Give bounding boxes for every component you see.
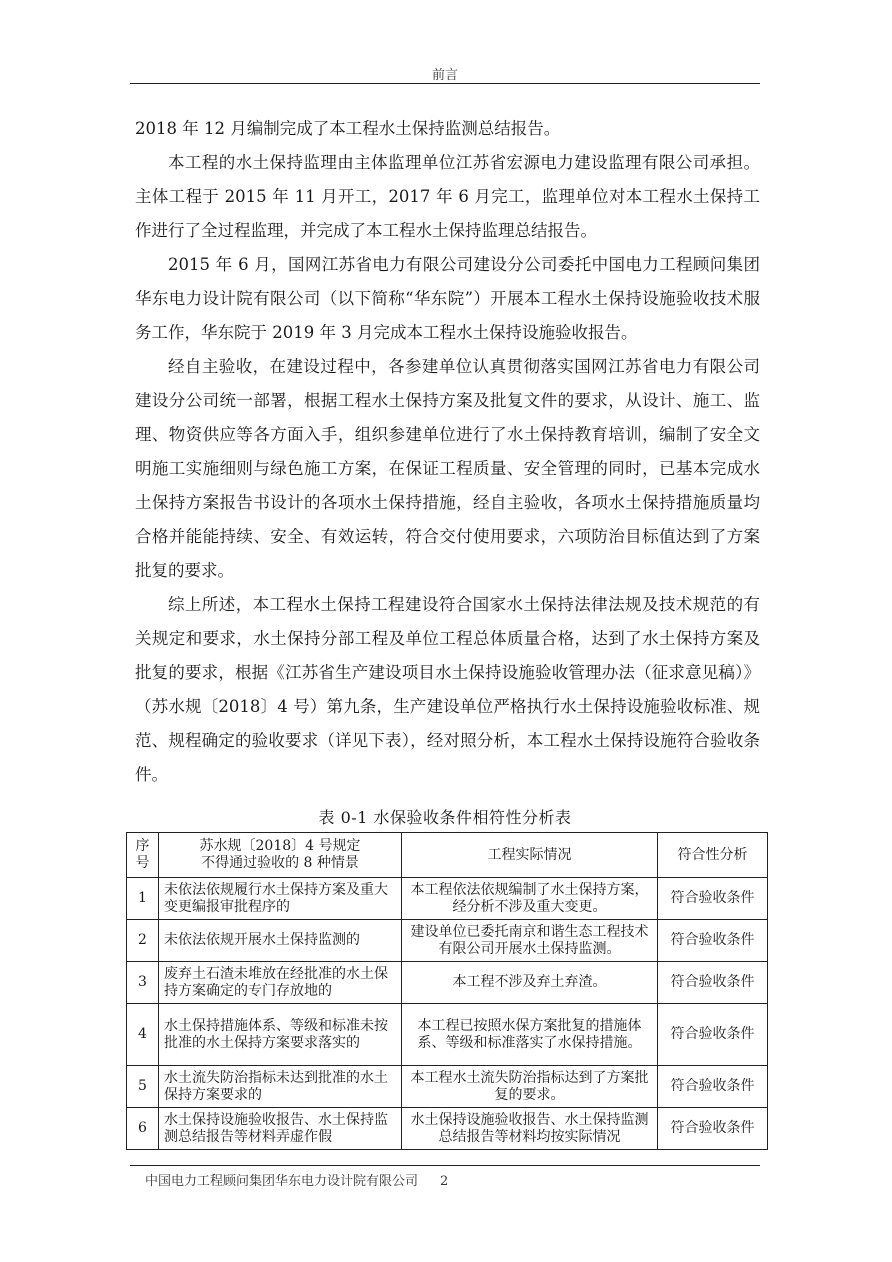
row-actual: 本工程水土流失防治指标达到了方案批复的要求。 — [402, 1066, 658, 1108]
row-analysis: 符合验收条件 — [658, 962, 768, 1004]
table-row — [127, 1108, 768, 1150]
row-condition: 水土流失防治指标未达到批准的水土保持方案要求的 — [159, 1066, 402, 1108]
row-index: 4 — [127, 1004, 159, 1066]
paragraph: 本工程的水土保持监理由主体监理单位江苏省宏源电力建设监理有限公司承担。主体工程于 2015 年 11 月开工，2017 年 6 月完工，监理单位对本工程水土保持工作进行了全过程监理，并完成了本工程水土保持监理总结报告。 — [135, 153, 760, 240]
table-row — [127, 1004, 768, 1066]
paragraph: 2018 年 12 月编制完成了本工程水土保持监测总结报告。 — [135, 119, 561, 138]
row-actual: 本工程已按照水保方案批复的措施体系、等级和标准落实了水保持措施。 — [402, 1004, 658, 1066]
page-footer — [145, 1170, 448, 1189]
row-analysis: 符合验收条件 — [658, 1004, 768, 1066]
row-actual: 建设单位已委托南京和谐生态工程技术有限公司开展水土保持监测。 — [402, 920, 658, 962]
table-row — [127, 1066, 768, 1108]
row-condition: 废弃土石渣未堆放在经批准的水土保持方案确定的专门存放地的 — [159, 962, 402, 1004]
row-condition: 未依法依规履行水土保持方案及重大变更编报审批程序的 — [159, 878, 402, 920]
row-index: 2 — [127, 920, 159, 962]
row-analysis: 符合验收条件 — [658, 878, 768, 920]
row-condition: 水土保持措施体系、等级和标准未按批准的水土保持方案要求落实的 — [159, 1004, 402, 1066]
header-condition: 苏水规〔2018〕4 号规定 不得通过验收的 8 种情景 — [159, 833, 402, 878]
row-actual: 水土保持设施验收报告、水土保持监测总结报告等材料均按实际情况 — [402, 1108, 658, 1150]
row-actual: 本工程依法依规编制了水土保持方案，经分析不涉及重大变更。 — [402, 878, 658, 920]
row-index: 3 — [127, 962, 159, 1004]
row-index: 6 — [127, 1108, 159, 1150]
row-analysis: 符合验收条件 — [658, 1066, 768, 1108]
paragraph: 综上所述，本工程水土保持工程建设符合国家水土保持法律法规及技术规范的有关规定和要求，水土保持分部工程及单位工程总体质量合格，达到了水土保持方案及批复的要求，根据《江苏省生产建设项目水土保持设施验收管理办法（征求意见稿）》（苏水规〔2018〕4 号）第九条，生产建设单位严格执行水土保持设施验收标准、规范、规程确定的验收要求（详见下表），经对照分析，本工程水土保持设施符合验收条件。 — [135, 595, 760, 784]
body-text — [135, 112, 760, 792]
page-number: 2 — [440, 1174, 449, 1189]
header-index: 序号 — [127, 833, 159, 878]
table-row — [127, 920, 768, 962]
row-analysis: 符合验收条件 — [658, 1108, 768, 1150]
paragraph: 经自主验收，在建设过程中，各参建单位认真贯彻落实国网江苏省电力有限公司建设分公司统一部署，根据工程水土保持方案及批复文件的要求，从设计、施工、监理、物资供应等各方面入手，组织参建单位进行了水土保持教育培训，编制了安全文明施工实施细则与绿色施工方案，在保证工程质量、安全管理的同时，已基本完成水土保持方案报告书设计的各项水土保持措施，经自主验收，各项水土保持措施质量均合格并能能持续、安全、有效运转，符合交付使用要求，六项防治目标值达到了方案批复的要求。 — [135, 357, 760, 580]
row-index: 1 — [127, 878, 159, 920]
paragraph: 2015 年 6 月，国网江苏省电力有限公司建设分公司委托中国电力工程顾问集团华东电力设计院有限公司（以下简称“华东院”）开展本工程水土保持设施验收技术服务工作，华东院于 2019 年 3 月完成本工程水土保持设施验收报告。 — [135, 255, 760, 342]
header-analysis: 符合性分析 — [658, 833, 768, 878]
table-row — [127, 962, 768, 1004]
compliance-table — [126, 832, 768, 1150]
footer-company: 中国电力工程顾问集团华东电力设计院有限公司 — [145, 1174, 419, 1189]
table-row — [127, 878, 768, 920]
row-actual: 本工程不涉及弃土弃渣。 — [402, 962, 658, 1004]
table-header-row — [127, 833, 768, 878]
header-rule — [130, 83, 760, 84]
page-header: 前言 — [431, 68, 458, 83]
row-condition: 未依法依规开展水土保持监测的 — [159, 920, 402, 962]
row-condition: 水土保持设施验收报告、水土保持监测总结报告等材料弄虚作假 — [159, 1108, 402, 1150]
row-analysis: 符合验收条件 — [658, 920, 768, 962]
header-actual: 工程实际情况 — [402, 833, 658, 878]
table-caption: 表 0-1 水保验收条件相符性分析表 — [318, 808, 572, 827]
row-index: 5 — [127, 1066, 159, 1108]
footer-rule — [130, 1165, 760, 1166]
